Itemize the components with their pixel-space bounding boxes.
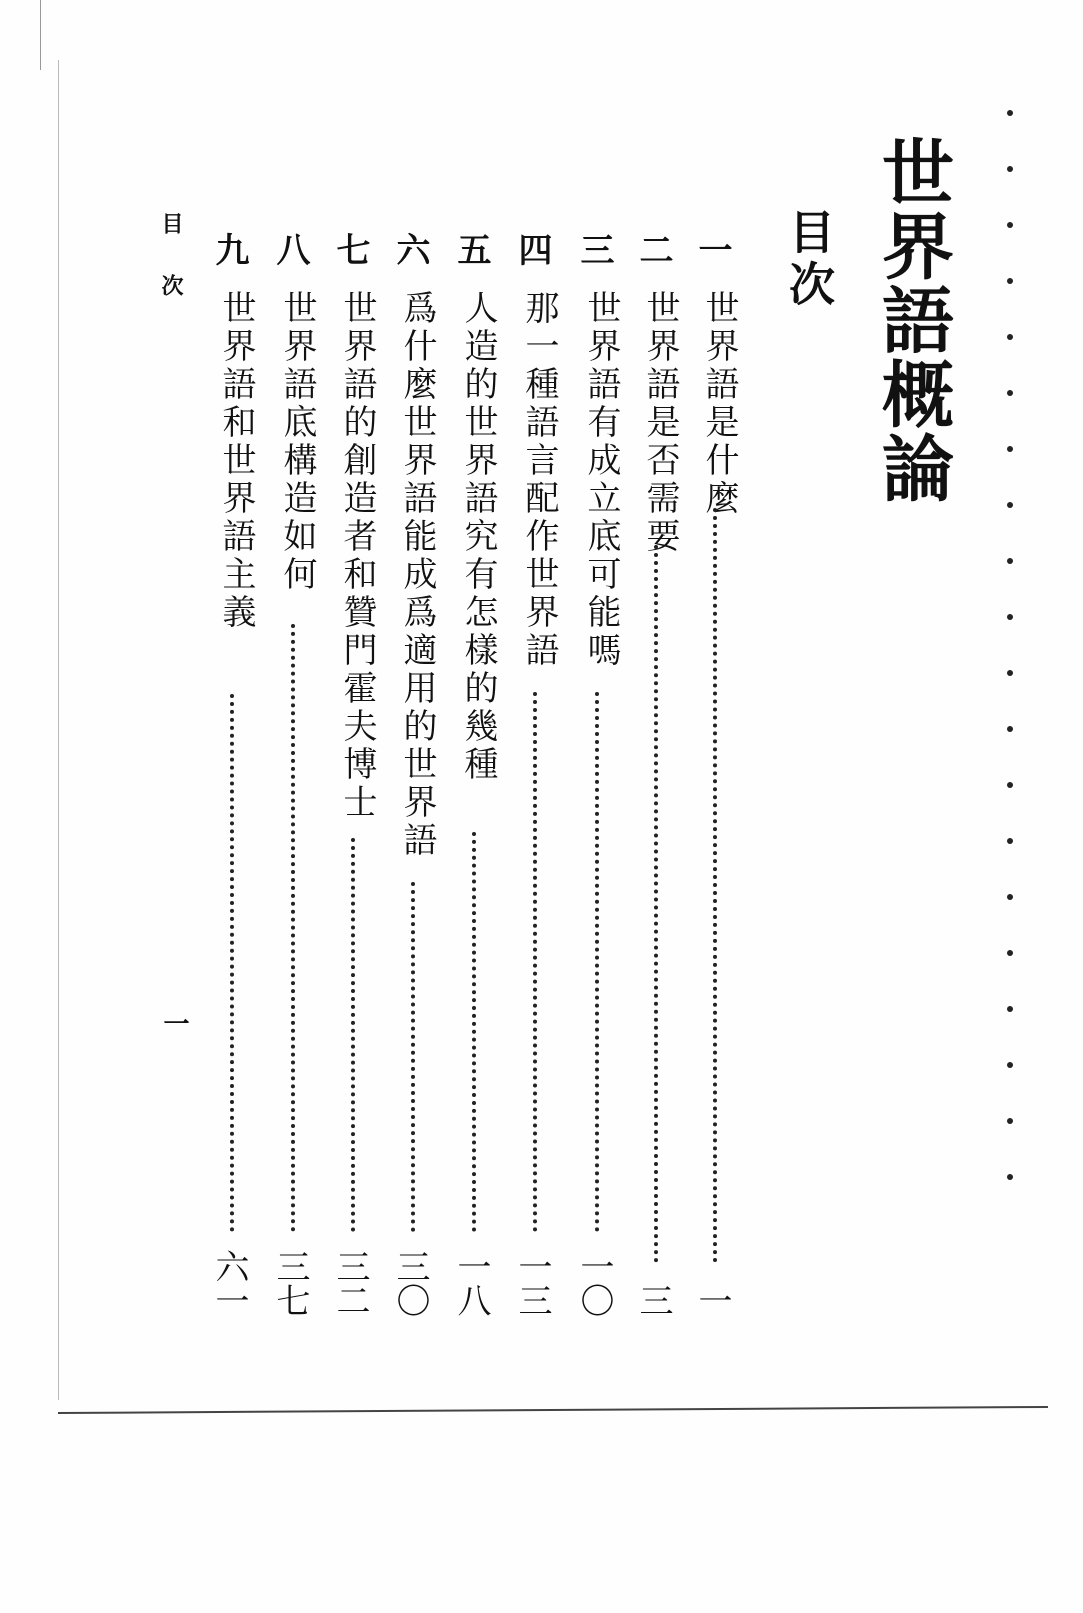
toc-entry[interactable] [271, 232, 315, 1317]
binding-dot [1007, 390, 1013, 396]
entry-page: 一八 [451, 1249, 491, 1317]
toc-entry[interactable] [210, 232, 254, 1317]
binding-dot [1007, 502, 1013, 508]
dot-leader [291, 624, 295, 1232]
entry-title: 世界語有成立底可能嗎 [581, 290, 621, 670]
entry-page: 三二 [330, 1249, 370, 1317]
entry-title: 世界語是否需要 [640, 290, 680, 556]
binding-dot [1007, 894, 1013, 900]
entry-title: 世界語的創造者和贊門霍夫博士 [337, 290, 377, 822]
entry-title: 世界語是什麼 [699, 290, 739, 518]
binding-dot [1007, 950, 1013, 956]
entry-title: 世界語底構造如何 [277, 290, 317, 594]
binding-dot [1007, 446, 1013, 452]
binding-dot [1007, 1174, 1013, 1180]
entry-title: 世界語和世界語主義 [216, 290, 256, 632]
page-number: 一 [159, 1010, 189, 1036]
binding-dot [1007, 782, 1013, 788]
entry-number: 六 [390, 232, 430, 266]
binding-dot [1007, 334, 1013, 340]
entry-page: 三 [633, 1283, 673, 1317]
binding-dot [1007, 670, 1013, 676]
entry-number: 七 [330, 232, 370, 266]
page-edge-bottom [58, 1406, 1048, 1414]
dot-leader [472, 832, 476, 1232]
entry-number: 五 [451, 232, 491, 266]
binding-dot [1007, 1006, 1013, 1012]
dot-leader [533, 692, 537, 1232]
entry-number: 二 [633, 232, 673, 266]
page-edge-top-left [40, 0, 41, 70]
toc-entry[interactable] [575, 232, 619, 1317]
binding-dot [1007, 838, 1013, 844]
binding-dot [1007, 1118, 1013, 1124]
page-edge-left [58, 60, 59, 1400]
toc-entry[interactable] [513, 232, 557, 1317]
binding-dot [1007, 726, 1013, 732]
entry-title: 人造的世界語究有怎樣的幾種 [458, 290, 498, 784]
dot-leader [351, 838, 355, 1232]
dot-leader [713, 508, 717, 1263]
running-head: 目次 [158, 212, 184, 336]
entry-page: 六一 [209, 1249, 249, 1317]
entry-page: 一 [692, 1283, 732, 1317]
dot-leader [595, 692, 599, 1232]
binding-dot [1007, 614, 1013, 620]
book-title: 世界語概論 [870, 135, 955, 505]
toc-entry[interactable] [391, 232, 435, 1317]
binding-dot [1007, 278, 1013, 284]
dot-leader [654, 545, 658, 1263]
dot-leader [230, 694, 234, 1232]
entry-number: 九 [209, 232, 249, 266]
toc-entry[interactable] [634, 232, 678, 1317]
toc-entry[interactable] [331, 232, 375, 1317]
entry-title: 爲什麼世界語能成爲適用的世界語 [397, 290, 437, 860]
entry-number: 三 [574, 232, 614, 266]
entry-number: 八 [270, 232, 310, 266]
entry-page: 一三 [512, 1249, 552, 1317]
binding-dot [1007, 110, 1013, 116]
entry-number: 一 [692, 232, 732, 266]
entry-page: 三七 [270, 1249, 310, 1317]
binding-dot [1007, 1062, 1013, 1068]
binding-dot [1007, 222, 1013, 228]
toc-entry[interactable] [452, 232, 496, 1317]
entry-number: 四 [512, 232, 552, 266]
toc-heading: 目次 [782, 208, 836, 312]
toc-entry[interactable] [693, 232, 737, 1317]
dot-leader [411, 882, 415, 1232]
entry-page: 三〇 [390, 1249, 430, 1317]
entry-title: 那一種語言配作世界語 [519, 290, 559, 670]
binding-dot [1007, 558, 1013, 564]
entry-page: 一〇 [574, 1249, 614, 1317]
binding-dots [1004, 110, 1020, 1210]
binding-dot [1007, 166, 1013, 172]
